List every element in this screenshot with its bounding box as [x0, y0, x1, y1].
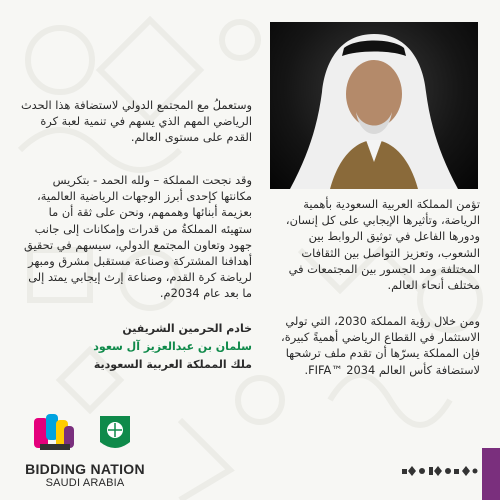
logo-line-1: BIDDING NATION — [25, 461, 145, 477]
left-paragraph-1: وستعملُ مع المجتمع الدولي لاستضافة هذا الحدث الرياضي المهم الذي يسهم في تنمية لعبة كرة القدم على مستوى العالم. — [20, 98, 252, 145]
purple-accent-block — [482, 448, 500, 500]
saudi-football-federation-icon — [100, 416, 130, 448]
bid-logo-text — [20, 462, 150, 489]
decorative-strip-icon — [400, 460, 480, 482]
portrait-figure — [270, 22, 478, 189]
signature-title: خادم الحرمين الشريفين — [122, 322, 252, 335]
signature-name: سلمان بن عبدالعزيز آل سعود — [93, 340, 252, 353]
logo-line-2: SAUDI ARABIA — [45, 477, 125, 489]
right-paragraph-1: تؤمن المملكة العربية السعودية بأهمية الرياضة، وتأثيرها الإيجابي على كل إنسان، ودورها الفاعل في توثيق الروابط بين الشعوب، وتعزيز التواصل بين الثقافات المختلفة ومد الجسور بين المجتمعات في مختلف أنحاء العالم. — [285, 197, 480, 293]
signature-block — [20, 320, 252, 374]
fifa-2034-emblem-icon — [34, 414, 74, 450]
right-paragraph-2: ومن خلال رؤية المملكة 2030، التي تولي الاستثمار في القطاع الرياضي أهميةً كبيرة، فإن المملكة يسرّها أن تقدم ملف ترشحها لاستضافة كأس العالم FIFA™ 2034. — [281, 314, 480, 377]
signature-position: ملك المملكة العربية السعودية — [93, 358, 252, 371]
left-paragraph-2: وقد نجحت المملكة – ولله الحمد - بتكريس مكانتها كإحدى أبرز الوجهات الرياضية العالمية، بعزيمة أبنائها وهممهم، ونحن على ثقة أن ما ستهيئه المملكةُ من قدرات وإمكانات إلى جانب جهود وتعاون المجتمع الدولي، سيسهم في تحقيق أهدافنا المشتركة وصناعة مستقبل مشرق ومبهر لرياضة كرة القدم، وصناعة إرث إيجابي يمتد إلى ما بعد عام 2034م. — [23, 173, 252, 301]
king-portrait-photo — [270, 22, 478, 189]
